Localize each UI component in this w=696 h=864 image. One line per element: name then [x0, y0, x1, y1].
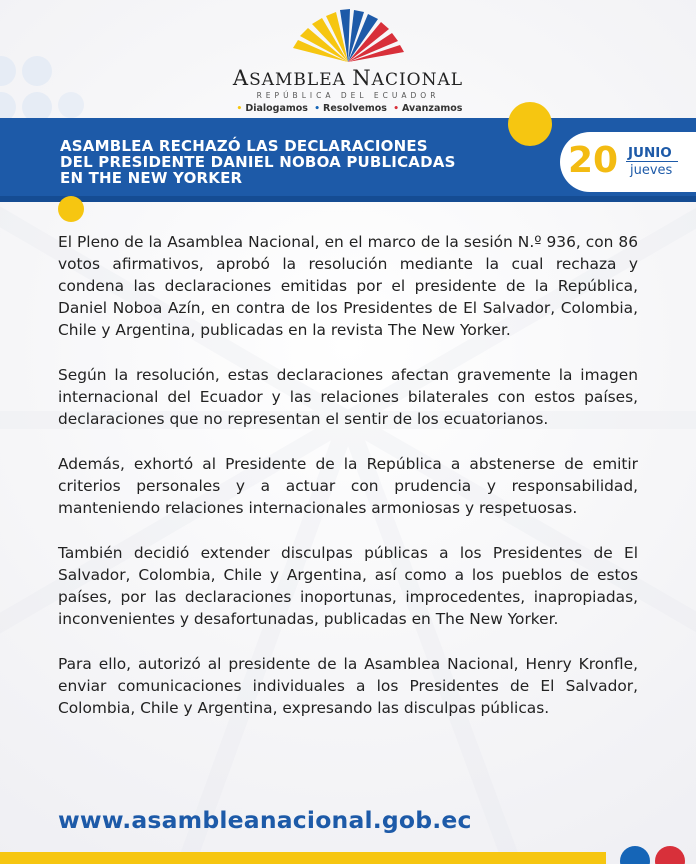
org-motto: • Dialogamos • Resolvemos • Avanzamos	[236, 103, 463, 114]
date-day: 20	[568, 140, 619, 181]
asamblea-logo	[0, 8, 696, 114]
decorative-dot	[508, 102, 552, 146]
org-name: ASAMBLEA NACIONAL	[232, 66, 464, 90]
bullet-icon: •	[236, 104, 243, 114]
paragraph: Para ello, autorizó al presidente de la Asamblea Nacional, Henry Kronfle, enviar comunicaciones individuales a los Presidentes de El Salvador, Colombia, Chile y Argentina, expresando las disculpas públicas.	[58, 655, 638, 717]
date-weekday: jueves	[630, 163, 673, 178]
website-link[interactable]: www.asambleanacional.gob.ec	[58, 806, 472, 834]
asamblea-logo-icon	[288, 8, 408, 64]
date-month: JUNIO	[628, 145, 672, 161]
paragraph: El Pleno de la Asamblea Nacional, en el marco de la sesión N.º 936, con 86 votos afirmativos, aprobó la resolución mediante la cual rechaza y condena las declaraciones emitidas por el presidente de la República, Daniel Noboa Azín, en contra de los Presidentes de El Salvador, Colombia, Chile y Argentina, publicadas en la revista The New Yorker.	[58, 233, 638, 339]
date-divider	[626, 161, 678, 162]
headline: ASAMBLEA RECHAZÓ LAS DECLARACIONES DEL PRESIDENTE DANIEL NOBOA PUBLICADAS EN THE NEW YORKER	[60, 137, 456, 187]
decorative-dot	[58, 196, 84, 222]
org-subtitle: REPÚBLICA DEL ECUADOR	[256, 91, 440, 100]
paragraph: También decidió extender disculpas públicas a los Presidentes de El Salvador, Colombia, Chile y Argentina, así como a los pueblos de estos países, por las declaraciones inoportunas, improcedentes, inapropiadas, inconvenientes y desafortunadas, publicadas en The New Yorker.	[58, 544, 638, 628]
article-body	[58, 231, 638, 742]
bullet-icon: •	[393, 104, 400, 114]
paragraph: Según la resolución, estas declaraciones afectan gravemente la imagen internacional del Ecuador y las relaciones bilaterales con estos países, declaraciones que no representan el sentir de los ecuatorianos.	[58, 366, 638, 428]
paragraph: Además, exhortó al Presidente de la República a abstenerse de emitir criterios personales y a actuar con prudencia y responsabilidad, manteniendo relaciones internacionales armoniosas y respetuosas.	[58, 455, 638, 517]
bullet-icon: •	[314, 104, 321, 114]
footer-bar	[0, 852, 606, 864]
